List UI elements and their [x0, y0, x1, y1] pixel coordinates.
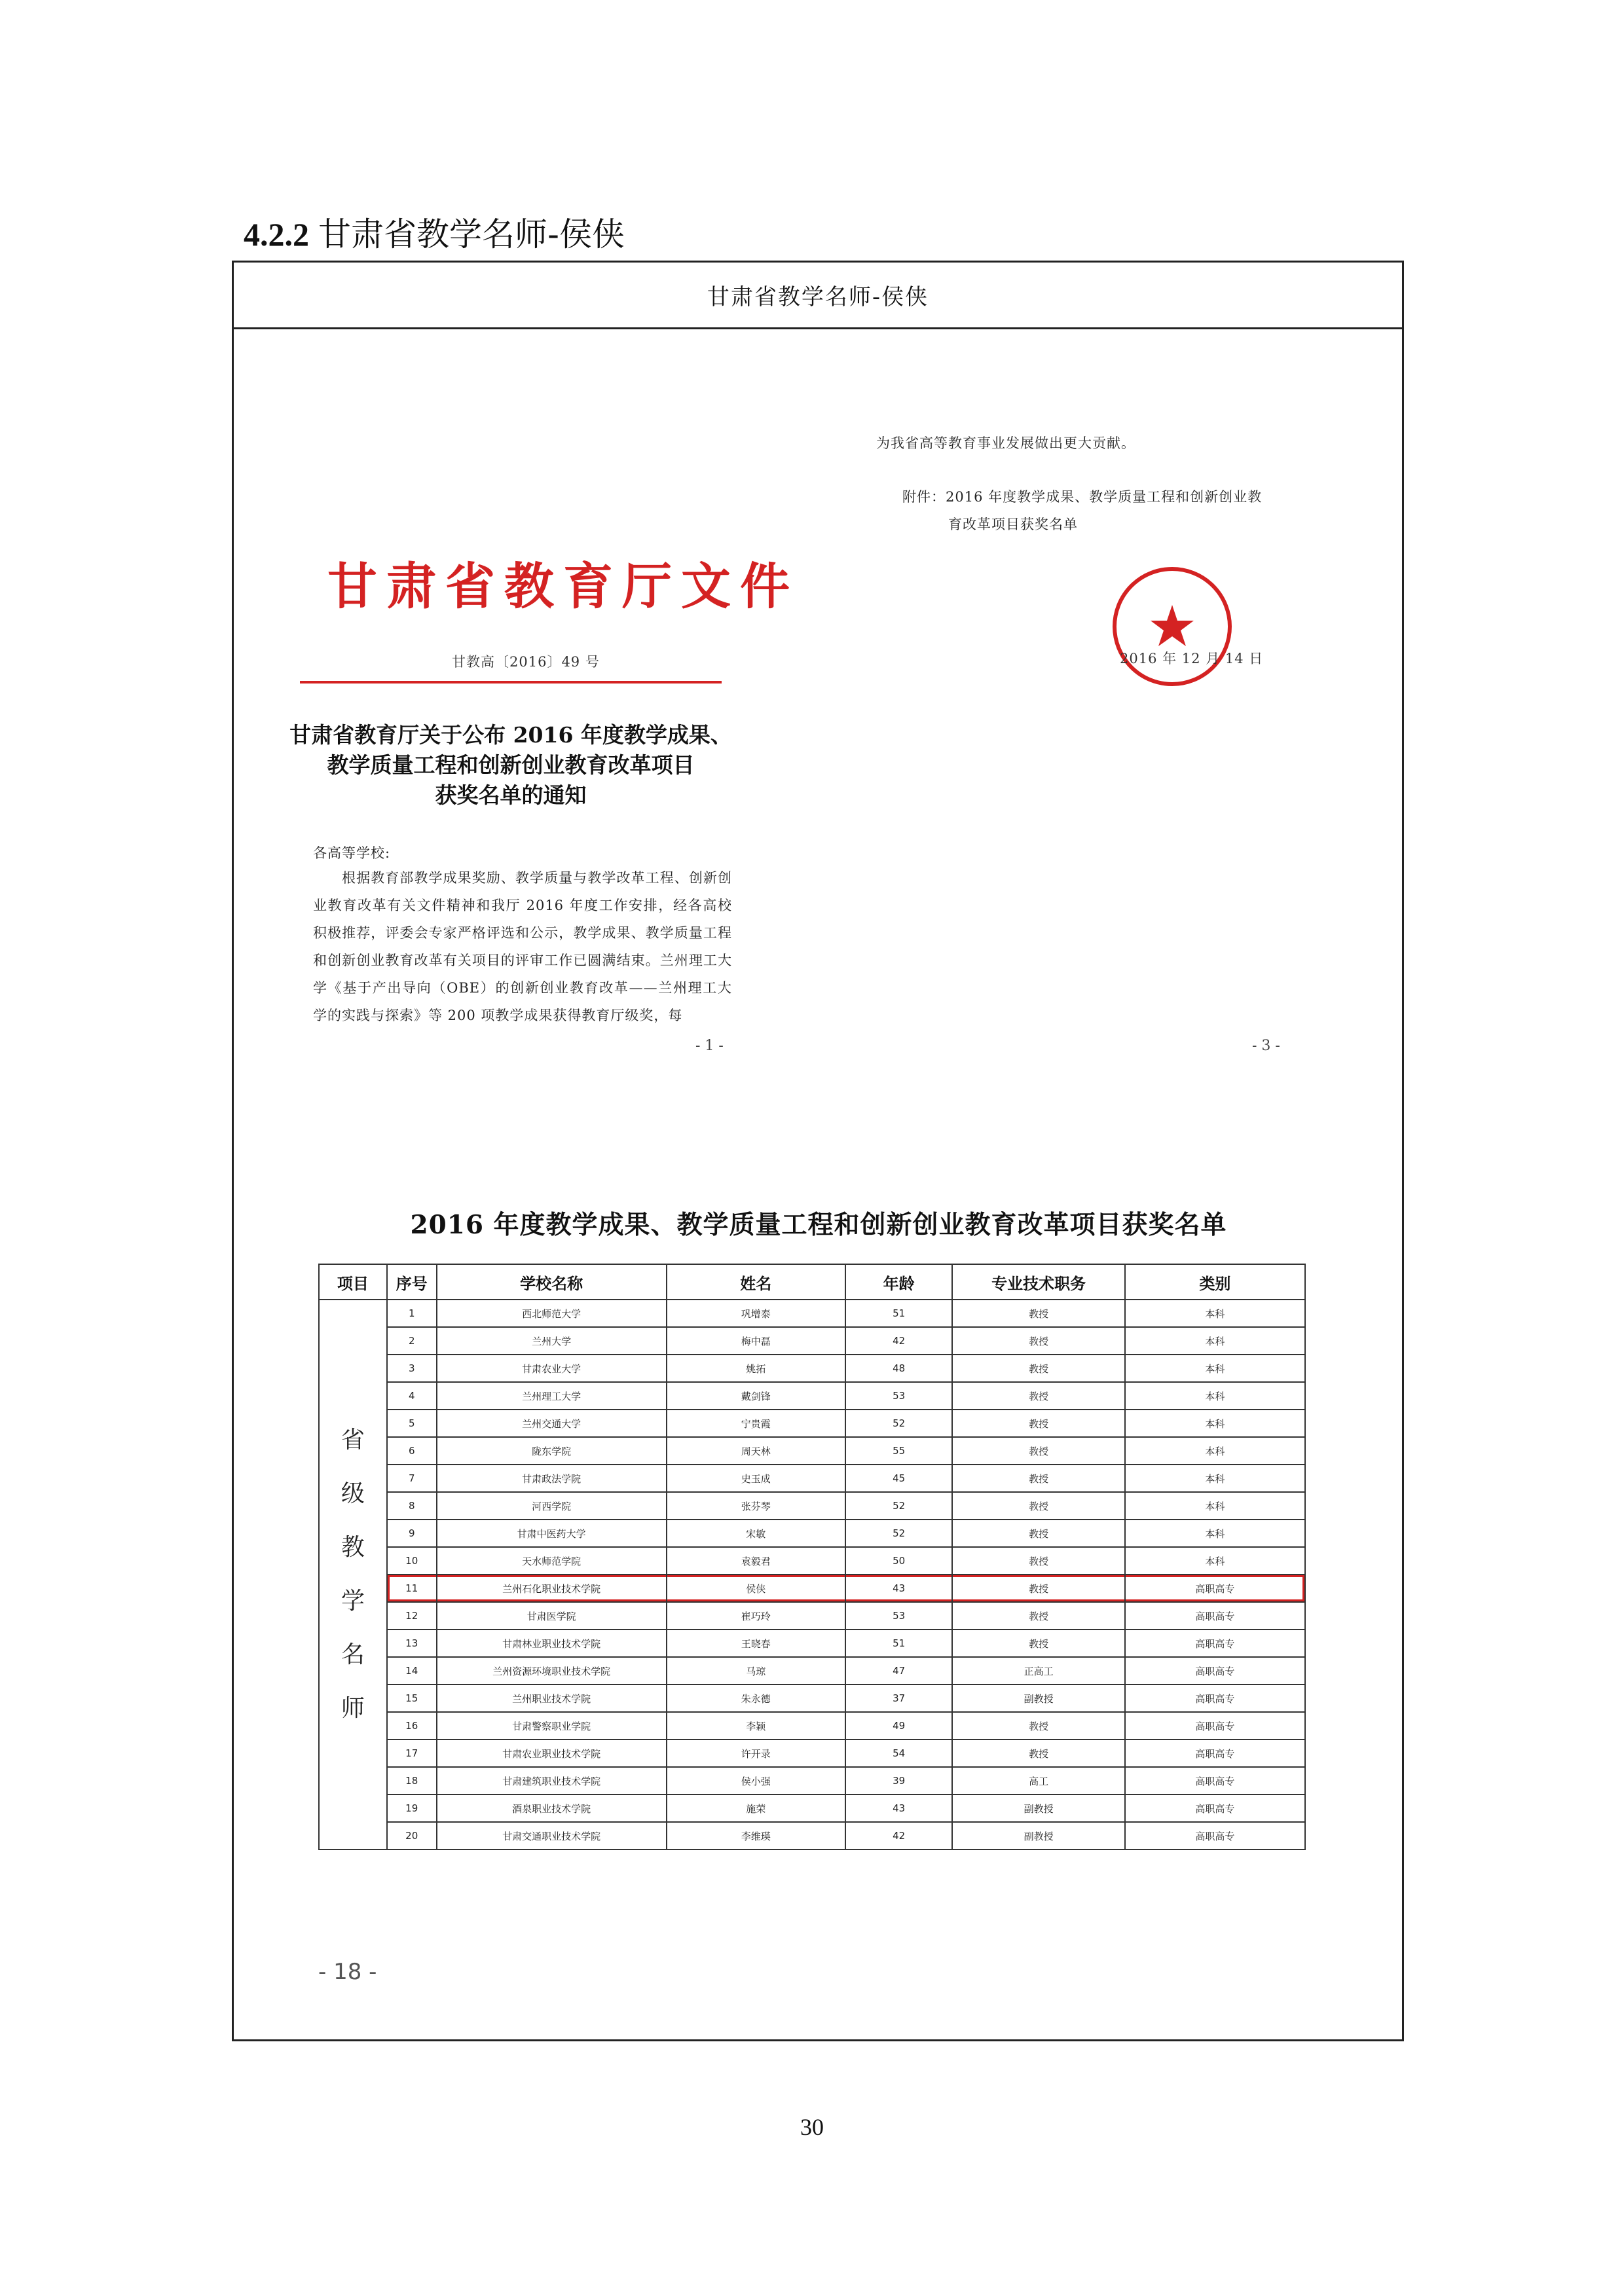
- cell-name: 侯小强: [667, 1767, 845, 1795]
- cell-age: 47: [845, 1657, 953, 1685]
- table-row: [319, 1795, 1305, 1822]
- doc-header-title: 甘肃省教育厅文件: [327, 557, 799, 615]
- cell-no: 3: [387, 1355, 437, 1382]
- table-row: [319, 1685, 1305, 1712]
- cell-no: 10: [387, 1547, 437, 1575]
- cell-age: 37: [845, 1685, 953, 1712]
- page-number: 30: [800, 2114, 824, 2140]
- table-row: [319, 1410, 1305, 1437]
- cell-category: 高职高专: [1125, 1685, 1305, 1712]
- column-header: 项目: [319, 1264, 387, 1300]
- table-row: [319, 1602, 1305, 1630]
- table-header-row: [319, 1264, 1305, 1300]
- column-header: 类别: [1125, 1264, 1305, 1300]
- cell-category: 本科: [1125, 1355, 1305, 1382]
- cell-category: 本科: [1125, 1300, 1305, 1327]
- project-char: 级: [341, 1480, 365, 1507]
- table-row: [319, 1822, 1305, 1850]
- cell-name: 袁毅君: [667, 1547, 845, 1575]
- cell-title: 教授: [952, 1437, 1124, 1465]
- cell-age: 54: [845, 1740, 953, 1767]
- table-row: [319, 1492, 1305, 1520]
- cell-name: 宋敏: [667, 1520, 845, 1547]
- award-table-title: 2016 年度教学成果、教学质量工程和创新创业教育改革项目获奖名单: [410, 1210, 1227, 1240]
- cell-name: 周天林: [667, 1437, 845, 1465]
- cell-category: 高职高专: [1125, 1657, 1305, 1685]
- cell-no: 14: [387, 1657, 437, 1685]
- notice-body: [313, 864, 732, 1029]
- cell-name: 朱永德: [667, 1685, 845, 1712]
- doc-page-number: - 1 -: [695, 1038, 724, 1054]
- cell-school: 甘肃警察职业学院: [437, 1712, 667, 1740]
- cell-school: 甘肃林业职业技术学院: [437, 1630, 667, 1657]
- table-row: [319, 1740, 1305, 1767]
- attachment-line: 附件：2016 年度教学成果、教学质量工程和创新创业教: [902, 489, 1263, 505]
- cell-school: 酒泉职业技术学院: [437, 1795, 667, 1822]
- cell-no: 12: [387, 1602, 437, 1630]
- notice-title-line: 教学质量工程和创新创业教育改革项目: [327, 752, 695, 778]
- cell-category: 本科: [1125, 1465, 1305, 1492]
- cell-school: 兰州交通大学: [437, 1410, 667, 1437]
- cell-name: 史玉成: [667, 1465, 845, 1492]
- cell-age: 49: [845, 1712, 953, 1740]
- award-table-body: [319, 1300, 1305, 1850]
- attachment-line: 育改革项目获奖名单: [948, 517, 1078, 532]
- cell-age: 50: [845, 1547, 953, 1575]
- cell-title: 教授: [952, 1465, 1124, 1492]
- project-char: 省: [341, 1427, 365, 1453]
- cell-school: 兰州石化职业技术学院: [437, 1575, 667, 1602]
- project-char: 师: [341, 1695, 365, 1722]
- cell-title: 教授: [952, 1327, 1124, 1355]
- table-row: [319, 1327, 1305, 1355]
- table-row: [319, 1300, 1305, 1327]
- cell-category: 本科: [1125, 1520, 1305, 1547]
- cell-title: 教授: [952, 1382, 1124, 1410]
- cell-category: 高职高专: [1125, 1767, 1305, 1795]
- cell-name: 马琼: [667, 1657, 845, 1685]
- table-row: [319, 1712, 1305, 1740]
- notice-title-line: 获奖名单的通知: [435, 782, 587, 808]
- cell-name: 李颖: [667, 1712, 845, 1740]
- table-row: [319, 1767, 1305, 1795]
- cell-age: 53: [845, 1382, 953, 1410]
- cell-school: 陇东学院: [437, 1437, 667, 1465]
- cell-title: 教授: [952, 1492, 1124, 1520]
- cell-no: 5: [387, 1410, 437, 1437]
- scan-page-number: - 18 -: [318, 1959, 377, 1985]
- table-row: [319, 1355, 1305, 1382]
- cell-no: 8: [387, 1492, 437, 1520]
- table-row: [319, 1575, 1305, 1602]
- table-row: [319, 1465, 1305, 1492]
- cell-school: 甘肃医学院: [437, 1602, 667, 1630]
- cell-age: 42: [845, 1822, 953, 1850]
- cell-no: 19: [387, 1795, 437, 1822]
- cell-title: 副教授: [952, 1822, 1124, 1850]
- cell-category: 本科: [1125, 1547, 1305, 1575]
- cell-category: 高职高专: [1125, 1575, 1305, 1602]
- cell-name: 张芬琴: [667, 1492, 845, 1520]
- cell-age: 52: [845, 1520, 953, 1547]
- table-row: [319, 1437, 1305, 1465]
- doc-number: 甘教高〔2016〕49 号: [452, 654, 600, 670]
- cell-no: 11: [387, 1575, 437, 1602]
- notice-title: [288, 720, 733, 811]
- cell-school: 兰州理工大学: [437, 1382, 667, 1410]
- project-char: 学: [341, 1588, 365, 1614]
- issue-date: 2016 年 12 月 14 日: [1120, 651, 1264, 666]
- cell-category: 高职高专: [1125, 1712, 1305, 1740]
- cell-age: 51: [845, 1630, 953, 1657]
- notice-body-paragraph: 根据教育部教学成果奖励、教学质量与教学改革工程、创新创业教育改革有关文件精神和我厅 2016 年度工作安排，经各高校积极推荐，评委会专家严格评选和公示，教学成果、教学质量工程和创新创业教育改革有关项目的评审工作已圆满结束。兰州理工大学《基于产出导向（OBE）的创新创业教育改革——兰州理工大学的实践与探索》等 200 项教学成果获得教育厅级奖，每: [313, 870, 732, 1023]
- cell-category: 高职高专: [1125, 1795, 1305, 1822]
- cell-category: 高职高专: [1125, 1740, 1305, 1767]
- section-heading: [244, 208, 625, 255]
- cell-title: 高工: [952, 1767, 1124, 1795]
- cell-name: 梅中磊: [667, 1327, 845, 1355]
- cell-age: 52: [845, 1492, 953, 1520]
- cell-title: 副教授: [952, 1795, 1124, 1822]
- cell-name: 施荣: [667, 1795, 845, 1822]
- cell-title: 教授: [952, 1602, 1124, 1630]
- cell-name: 巩增泰: [667, 1300, 845, 1327]
- cell-school: 河西学院: [437, 1492, 667, 1520]
- cell-no: 9: [387, 1520, 437, 1547]
- cell-age: 51: [845, 1300, 953, 1327]
- cell-school: 甘肃建筑职业技术学院: [437, 1767, 667, 1795]
- cell-age: 55: [845, 1437, 953, 1465]
- project-char: 教: [341, 1534, 365, 1561]
- cell-category: 本科: [1125, 1327, 1305, 1355]
- cell-no: 2: [387, 1327, 437, 1355]
- cell-category: 本科: [1125, 1492, 1305, 1520]
- cell-category: 高职高专: [1125, 1630, 1305, 1657]
- cell-title: 教授: [952, 1575, 1124, 1602]
- cell-school: 天水师范学院: [437, 1547, 667, 1575]
- cell-title: 教授: [952, 1410, 1124, 1437]
- cell-no: 18: [387, 1767, 437, 1795]
- column-header: 序号: [387, 1264, 437, 1300]
- table-row: [319, 1547, 1305, 1575]
- cell-age: 42: [845, 1327, 953, 1355]
- cell-age: 53: [845, 1602, 953, 1630]
- project-char: 名: [341, 1641, 365, 1668]
- cell-school: 甘肃中医药大学: [437, 1520, 667, 1547]
- cell-title: 教授: [952, 1547, 1124, 1575]
- cell-no: 4: [387, 1382, 437, 1410]
- cell-name: 李维瑛: [667, 1822, 845, 1850]
- closing-line: 为我省高等教育事业发展做出更大贡献。: [876, 435, 1135, 451]
- salutation: 各高等学校:: [313, 845, 391, 861]
- cell-no: 7: [387, 1465, 437, 1492]
- column-header: 姓名: [667, 1264, 845, 1300]
- cell-no: 1: [387, 1300, 437, 1327]
- cell-age: 43: [845, 1795, 953, 1822]
- cell-school: 甘肃政法学院: [437, 1465, 667, 1492]
- cell-age: 45: [845, 1465, 953, 1492]
- cell-category: 本科: [1125, 1382, 1305, 1410]
- column-header: 学校名称: [437, 1264, 667, 1300]
- official-seal-icon: [1110, 564, 1234, 689]
- project-cell: [319, 1300, 387, 1850]
- cell-name: 侯侠: [667, 1575, 845, 1602]
- cell-school: 甘肃农业大学: [437, 1355, 667, 1382]
- frame-title: 甘肃省教学名师-侯侠: [234, 263, 1402, 329]
- table-row: [319, 1630, 1305, 1657]
- section-number: 4.2.2: [244, 216, 309, 253]
- cell-title: 正高工: [952, 1657, 1124, 1685]
- cell-no: 6: [387, 1437, 437, 1465]
- cell-title: 教授: [952, 1520, 1124, 1547]
- cell-no: 13: [387, 1630, 437, 1657]
- cell-school: 兰州大学: [437, 1327, 667, 1355]
- cell-school: 兰州职业技术学院: [437, 1685, 667, 1712]
- cell-name: 宁贵霞: [667, 1410, 845, 1437]
- column-header: 专业技术职务: [952, 1264, 1124, 1300]
- cell-category: 高职高专: [1125, 1602, 1305, 1630]
- cell-no: 15: [387, 1685, 437, 1712]
- cell-age: 52: [845, 1410, 953, 1437]
- notice-title-line: 甘肃省教育厅关于公布 2016 年度教学成果、: [289, 722, 732, 748]
- cell-no: 16: [387, 1712, 437, 1740]
- cell-title: 副教授: [952, 1685, 1124, 1712]
- award-table: [318, 1264, 1306, 1850]
- cell-school: 西北师范大学: [437, 1300, 667, 1327]
- table-row: [319, 1382, 1305, 1410]
- table-row: [319, 1520, 1305, 1547]
- doc-page-number: - 3 -: [1252, 1038, 1280, 1054]
- cell-title: 教授: [952, 1300, 1124, 1327]
- cell-age: 48: [845, 1355, 953, 1382]
- cell-school: 甘肃交通职业技术学院: [437, 1822, 667, 1850]
- cell-category: 高职高专: [1125, 1822, 1305, 1850]
- cell-title: 教授: [952, 1355, 1124, 1382]
- cell-name: 王晓春: [667, 1630, 845, 1657]
- table-row: [319, 1657, 1305, 1685]
- cell-title: 教授: [952, 1712, 1124, 1740]
- cell-category: 本科: [1125, 1437, 1305, 1465]
- cell-name: 姚拓: [667, 1355, 845, 1382]
- cell-name: 戴剑锋: [667, 1382, 845, 1410]
- cell-title: 教授: [952, 1740, 1124, 1767]
- cell-school: 甘肃农业职业技术学院: [437, 1740, 667, 1767]
- cell-age: 43: [845, 1575, 953, 1602]
- cell-title: 教授: [952, 1630, 1124, 1657]
- column-header: 年龄: [845, 1264, 953, 1300]
- cell-age: 39: [845, 1767, 953, 1795]
- cell-school: 兰州资源环境职业技术学院: [437, 1657, 667, 1685]
- red-divider: [300, 681, 722, 683]
- cell-name: 许开录: [667, 1740, 845, 1767]
- cell-no: 20: [387, 1822, 437, 1850]
- cell-category: 本科: [1125, 1410, 1305, 1437]
- cell-name: 崔巧玲: [667, 1602, 845, 1630]
- section-title: 甘肃省教学名师-侯侠: [318, 215, 625, 253]
- cell-no: 17: [387, 1740, 437, 1767]
